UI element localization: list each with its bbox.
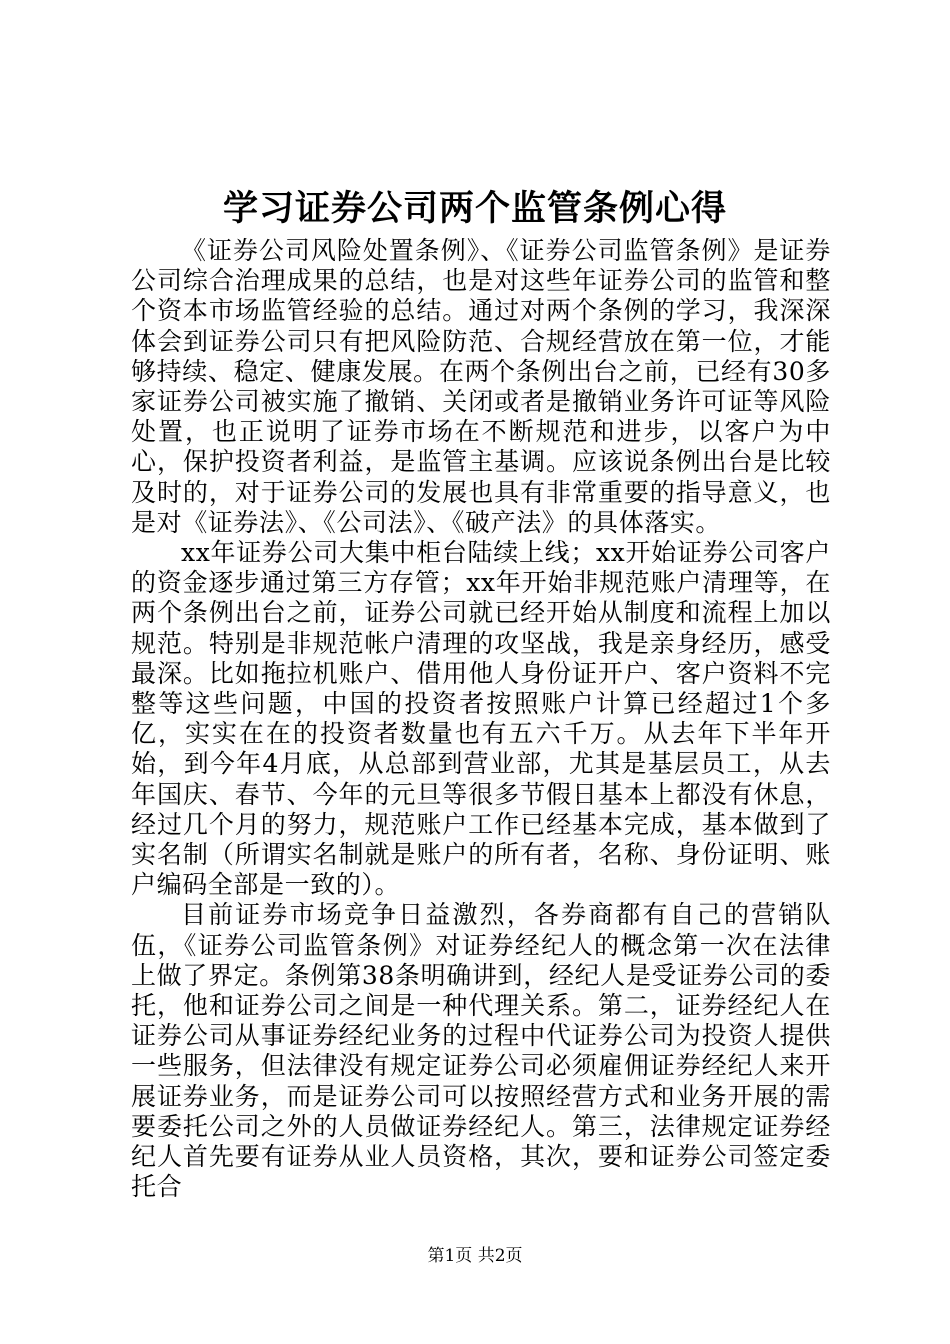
paragraph-1: 《证券公司风险处置条例》、《证券公司监管条例》是证券公司综合治理成果的总结，也是对这些年证券公司的监管和整个资本市场监管经验的总结。通过对两个条例的学习，我深深体会到证券公司只有把风险防范、合规经营放在第一位，才能够持续、稳定、健康发展。在两个条例出台之前，已经有30多家证券公司被实施了撤销、关闭或者是撤销业务许可证等风险处置，也正说明了证券市场在不断规范和进步，以客户为中心，保护投资者利益，是监管主基调。应该说条例出台是比较及时的，对于证券公司的发展也具有非常重要的指导意义，也是对《证券法》、《公司法》、《破产法》的具体落实。 bbox=[131, 236, 831, 537]
document-title: 学习证券公司两个监管条例心得 bbox=[222, 188, 727, 229]
paragraph-3: 目前证券市场竞争日益激烈，各券商都有自己的营销队伍，《证券公司监管条例》对证券经纪人的概念第一次在法律上做了界定。条例第38条明确讲到，经纪人是受证券公司的委托，他和证券公司之间是一种代理关系。第二，证券经纪人在证券公司从事证券经纪业务的过程中代证券公司为投资人提供一些服务，但法律没有规定证券公司必须雇佣证券经纪人来开展证券业务，而是证券公司可以按照经营方式和业务开展的需要委托公司之外的人员做证券经纪人。第三，法律规定证券经纪人首先要有证券从业人员资格，其次，要和证券公司签定委托合 bbox=[131, 900, 831, 1202]
page-number-footer: 第1页 共2页 bbox=[427, 1246, 523, 1266]
document-body bbox=[131, 236, 831, 1203]
paragraph-2: xx年证券公司大集中柜台陆续上线；xx开始证券公司客户的资金逐步通过第三方存管；xx年开始非规范账户清理等，在两个条例出台之前，证券公司就已经开始从制度和流程上加以规范。特别是非规范帐户清理的攻坚战，我是亲身经历，感受最深。比如拖拉机账户、借用他人身份证开户、客户资料不完整等这些问题，中国的投资者按照账户计算已经超过1个多亿，实实在在的投资者数量也有五六千万。从去年下半年开始，到今年4月底，从总部到营业部，尤其是基层员工，从去年国庆、春节、今年的元旦等很多节假日基本上都没有休息，经过几个月的努力，规范账户工作已经基本完成，基本做到了实名制（所谓实名制就是账户的所有者，名称、身份证明、账户编码全部是一致的）。 bbox=[131, 538, 831, 900]
